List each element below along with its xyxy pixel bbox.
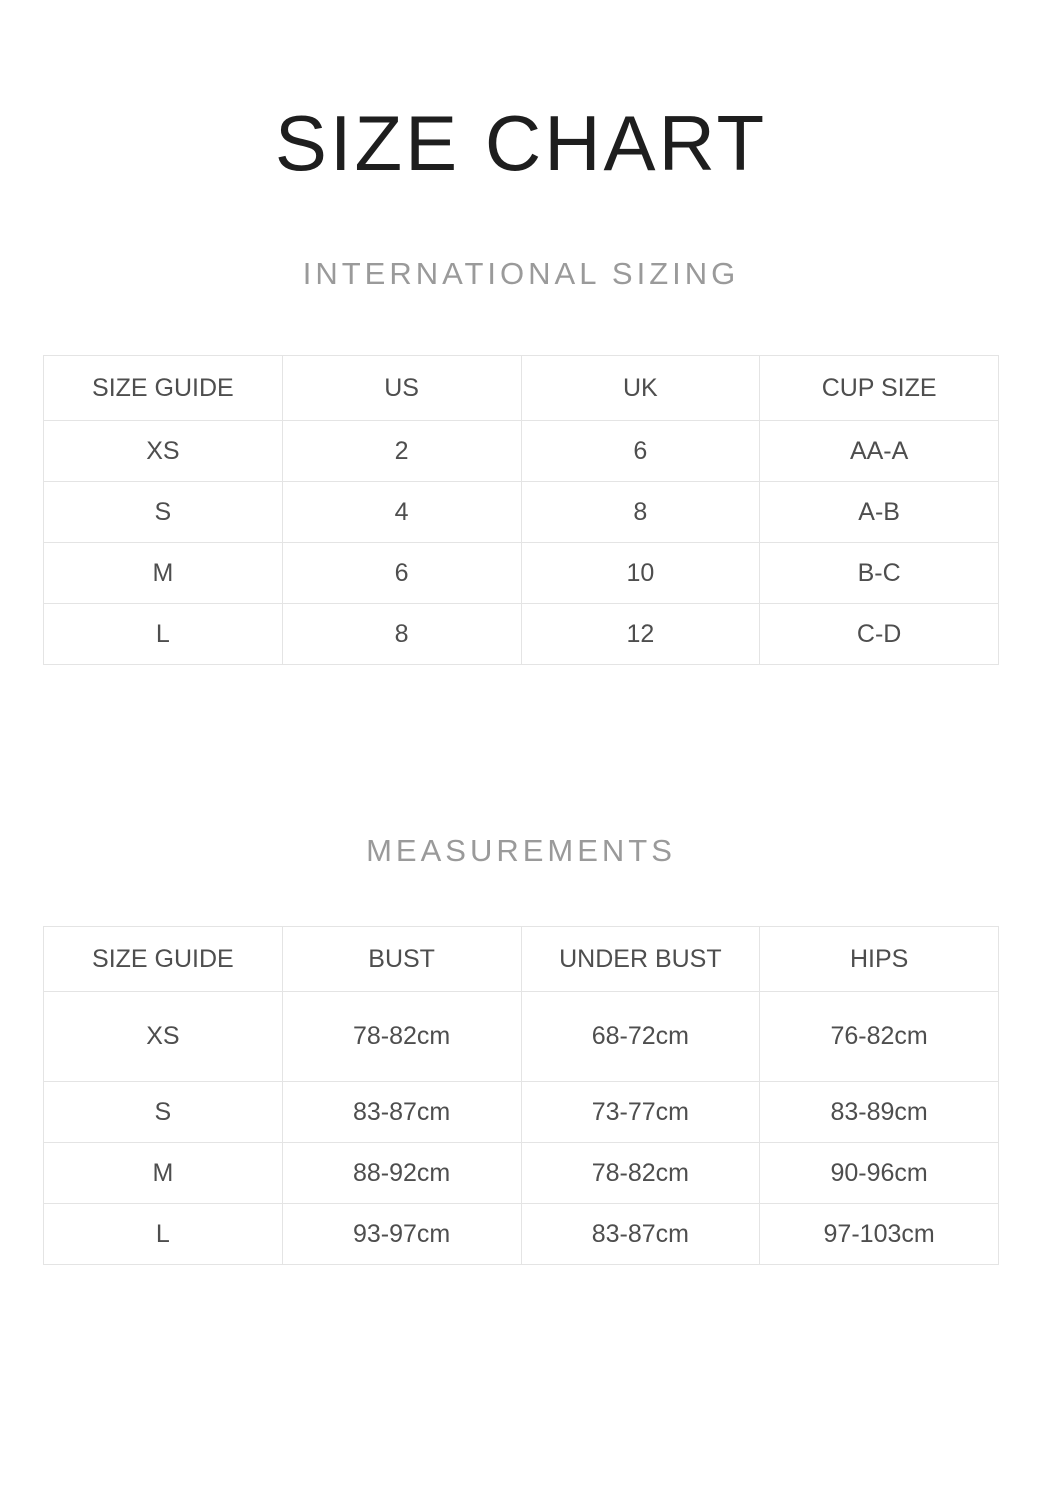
column-header: BUST: [282, 927, 521, 992]
table-cell: A-B: [760, 482, 999, 543]
table-header-row: [44, 356, 999, 421]
table-cell: 83-87cm: [282, 1082, 521, 1143]
table-cell: XS: [44, 421, 283, 482]
table-cell: AA-A: [760, 421, 999, 482]
table-row: [44, 992, 999, 1082]
international-sizing-heading: INTERNATIONAL SIZING: [302, 256, 740, 291]
table-cell: S: [44, 1082, 283, 1143]
table-cell: 73-77cm: [521, 1082, 760, 1143]
column-header: US: [282, 356, 521, 421]
column-header: CUP SIZE: [760, 356, 999, 421]
table-cell: 88-92cm: [282, 1143, 521, 1204]
column-header: SIZE GUIDE: [44, 927, 283, 992]
table-row: [44, 1204, 999, 1265]
table-cell: 2: [282, 421, 521, 482]
table-cell: 90-96cm: [760, 1143, 999, 1204]
table-cell: XS: [44, 992, 283, 1082]
table-row: [44, 543, 999, 604]
table-cell: 76-82cm: [760, 992, 999, 1082]
measurements-table: [43, 926, 999, 1265]
page-title: SIZE CHART: [274, 99, 768, 187]
column-header: HIPS: [760, 927, 999, 992]
table-cell: L: [44, 1204, 283, 1265]
table-cell: L: [44, 604, 283, 665]
section-international-sizing: [0, 258, 1042, 665]
table-cell: 68-72cm: [521, 992, 760, 1082]
table-cell: 10: [521, 543, 760, 604]
table-cell: 83-87cm: [521, 1204, 760, 1265]
table-cell: C-D: [760, 604, 999, 665]
table-cell: 6: [521, 421, 760, 482]
section-measurements: [0, 835, 1042, 1265]
table-cell: 8: [282, 604, 521, 665]
table-cell: 8: [521, 482, 760, 543]
column-header: SIZE GUIDE: [44, 356, 283, 421]
table-row: [44, 421, 999, 482]
table-cell: 12: [521, 604, 760, 665]
table-row: [44, 482, 999, 543]
table-cell: 78-82cm: [282, 992, 521, 1082]
table-cell: M: [44, 543, 283, 604]
column-header: UNDER BUST: [521, 927, 760, 992]
table-cell: 78-82cm: [521, 1143, 760, 1204]
column-header: UK: [521, 356, 760, 421]
table-cell: 4: [282, 482, 521, 543]
table-cell: B-C: [760, 543, 999, 604]
table-row: [44, 1082, 999, 1143]
table-cell: M: [44, 1143, 283, 1204]
table-cell: S: [44, 482, 283, 543]
table-header-row: [44, 927, 999, 992]
table-cell: 97-103cm: [760, 1204, 999, 1265]
table-cell: 83-89cm: [760, 1082, 999, 1143]
table-cell: 93-97cm: [282, 1204, 521, 1265]
table-row: [44, 604, 999, 665]
international-sizing-table: [43, 355, 999, 665]
measurements-heading: MEASUREMENTS: [366, 833, 676, 868]
table-row: [44, 1143, 999, 1204]
table-cell: 6: [282, 543, 521, 604]
